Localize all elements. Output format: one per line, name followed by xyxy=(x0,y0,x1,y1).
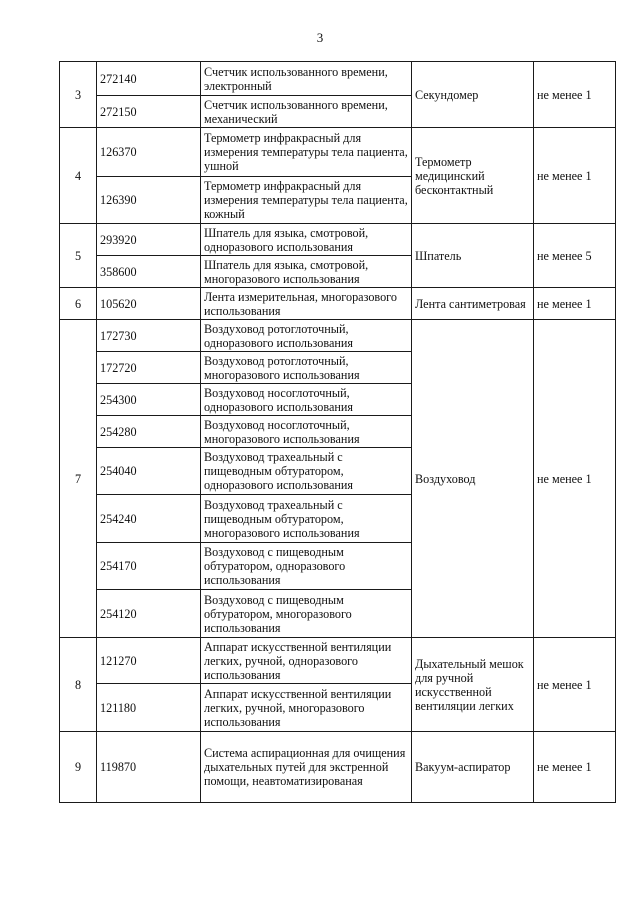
item-code: 121180 xyxy=(97,684,201,732)
item-name: Система аспирационная для очищения дыхательных путей для экстренной помощи, неавтоматизированая xyxy=(201,732,412,803)
equipment-table xyxy=(59,61,616,803)
equipment-type: Вакуум-аспиратор xyxy=(412,732,534,803)
row-number: 3 xyxy=(60,62,97,128)
item-code: 126370 xyxy=(97,128,201,177)
item-code: 172720 xyxy=(97,352,201,384)
item-code: 119870 xyxy=(97,732,201,803)
equipment-type: Дыхательный мешок для ручной искусственной вентиляции легких xyxy=(412,638,534,732)
row-number: 6 xyxy=(60,288,97,320)
item-code: 254120 xyxy=(97,590,201,638)
item-name: Воздуховод трахеальный с пищеводным обтуратором, одноразового использования xyxy=(201,448,412,495)
item-name: Аппарат искусственной вентиляции легких, ручной, одноразового использования xyxy=(201,638,412,684)
item-name: Воздуховод трахеальный с пищеводным обтуратором, многоразового использования xyxy=(201,495,412,543)
equipment-type: Секундомер xyxy=(412,62,534,128)
required-quantity: не менее 1 xyxy=(534,62,616,128)
equipment-type: Лента сантиметровая xyxy=(412,288,534,320)
required-quantity: не менее 1 xyxy=(534,128,616,224)
row-number: 5 xyxy=(60,224,97,288)
required-quantity: не менее 1 xyxy=(534,638,616,732)
table-row xyxy=(60,732,616,803)
item-code: 254040 xyxy=(97,448,201,495)
item-code: 121270 xyxy=(97,638,201,684)
item-name: Термометр инфракрасный для измерения температуры тела пациента, ушной xyxy=(201,128,412,177)
item-code: 254300 xyxy=(97,384,201,416)
item-name: Лента измерительная, многоразового использования xyxy=(201,288,412,320)
item-code: 172730 xyxy=(97,320,201,352)
item-code: 105620 xyxy=(97,288,201,320)
item-name: Счетчик использованного времени, электронный xyxy=(201,62,412,96)
item-code: 272140 xyxy=(97,62,201,96)
required-quantity: не менее 1 xyxy=(534,732,616,803)
item-code: 272150 xyxy=(97,96,201,128)
table-row xyxy=(60,638,616,684)
table-row xyxy=(60,288,616,320)
table-row xyxy=(60,320,616,352)
item-name: Шпатель для языка, смотровой, одноразового использования xyxy=(201,224,412,256)
item-code: 254240 xyxy=(97,495,201,543)
item-name: Воздуховод с пищеводным обтуратором, многоразового использования xyxy=(201,590,412,638)
table-row xyxy=(60,128,616,177)
item-name: Воздуховод носоглоточный, одноразового использования xyxy=(201,384,412,416)
page-number: 3 xyxy=(316,30,324,45)
item-name: Воздуховод с пищеводным обтуратором, одноразового использования xyxy=(201,543,412,590)
item-name: Счетчик использованного времени, механический xyxy=(201,96,412,128)
equipment-type: Воздуховод xyxy=(412,320,534,638)
item-name: Шпатель для языка, смотровой, многоразового использования xyxy=(201,256,412,288)
equipment-type: Шпатель xyxy=(412,224,534,288)
item-code: 358600 xyxy=(97,256,201,288)
row-number: 9 xyxy=(60,732,97,803)
item-code: 293920 xyxy=(97,224,201,256)
item-code: 254280 xyxy=(97,416,201,448)
table-body xyxy=(60,62,616,803)
item-name: Воздуховод носоглоточный, многоразового использования xyxy=(201,416,412,448)
item-name: Термометр инфракрасный для измерения температуры тела пациента, кожный xyxy=(201,177,412,224)
row-number: 4 xyxy=(60,128,97,224)
item-code: 254170 xyxy=(97,543,201,590)
item-name: Воздуховод ротоглоточный, одноразового использования xyxy=(201,320,412,352)
item-code: 126390 xyxy=(97,177,201,224)
required-quantity: не менее 5 xyxy=(534,224,616,288)
item-name: Аппарат искусственной вентиляции легких, ручной, многоразового использования xyxy=(201,684,412,732)
equipment-type: Термометр медицинский бесконтактный xyxy=(412,128,534,224)
row-number: 8 xyxy=(60,638,97,732)
table-row xyxy=(60,224,616,256)
row-number: 7 xyxy=(60,320,97,638)
item-name: Воздуховод ротоглоточный, многоразового использования xyxy=(201,352,412,384)
required-quantity: не менее 1 xyxy=(534,320,616,638)
required-quantity: не менее 1 xyxy=(534,288,616,320)
table-row xyxy=(60,62,616,96)
